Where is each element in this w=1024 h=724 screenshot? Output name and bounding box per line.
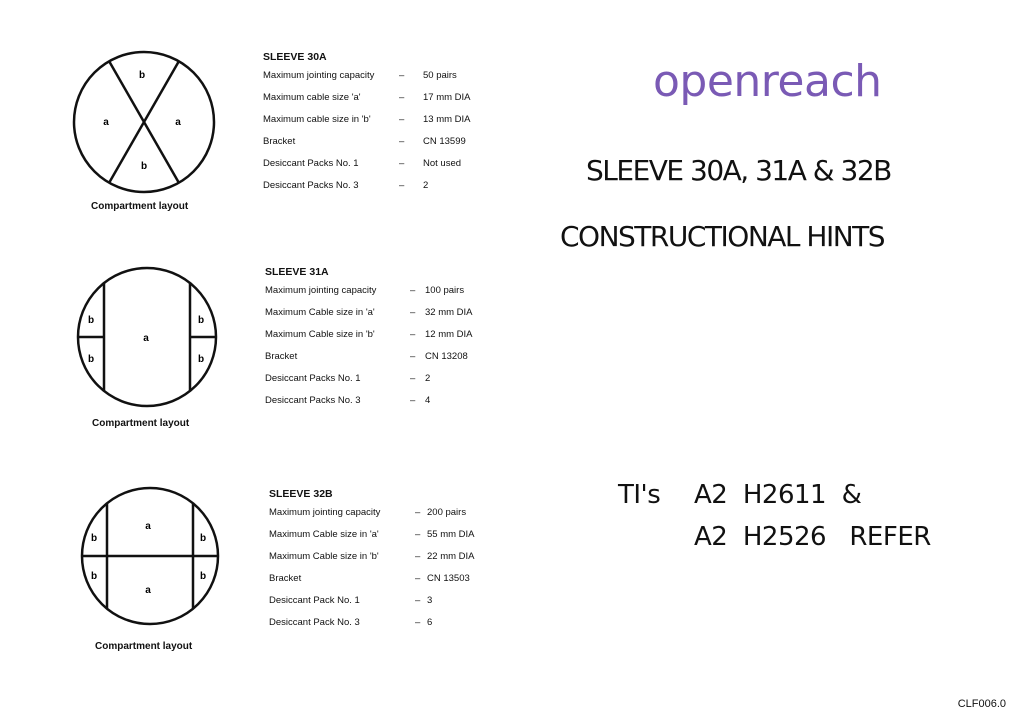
compartment-label-a-center: a xyxy=(143,333,149,344)
spec-value: 3 xyxy=(427,595,433,606)
spec-value: CN 13208 xyxy=(425,351,468,362)
compartment-diagram-32b xyxy=(78,484,222,628)
spec-row: Maximum jointing capacity – 50 pairs xyxy=(263,70,457,81)
compartment-label-b-bottom: b xyxy=(140,161,148,172)
document-subtitle: CONSTRUCTIONAL HINTS xyxy=(560,220,885,253)
spec-value: 2 xyxy=(425,373,431,384)
sleeve-32b-specs xyxy=(269,488,539,639)
spec-value: 50 pairs xyxy=(423,70,457,81)
spec-label: Desiccant Pack No. 1 xyxy=(269,595,360,606)
compartment-diagram-31a xyxy=(74,264,220,410)
compartment-diagram-30a xyxy=(70,48,218,196)
spec-label: Maximum cable size in 'b' xyxy=(263,114,371,125)
spec-label: Bracket xyxy=(263,136,296,147)
compartment-label-b-top: b xyxy=(138,70,146,81)
spec-value: 2 xyxy=(423,180,429,191)
spec-value: 6 xyxy=(427,617,433,628)
spec-label: Desiccant Pack No. 3 xyxy=(269,617,360,628)
sleeve-title: SLEEVE 30A xyxy=(263,51,327,63)
spec-value: CN 13503 xyxy=(427,573,470,584)
compartment-label-a-left: a xyxy=(103,117,109,128)
spec-value: 22 mm DIA xyxy=(427,551,475,562)
compartment-layout-caption-30a: Compartment layout xyxy=(91,201,189,212)
document-title: SLEEVE 30A, 31A & 32B xyxy=(586,154,891,187)
spec-label: Desiccant Packs No. 1 xyxy=(265,373,361,384)
spec-row: Maximum jointing capacity – 200 pairs xyxy=(269,507,467,518)
spec-label: Maximum jointing capacity xyxy=(263,70,375,81)
spec-value: 100 pairs xyxy=(425,285,465,296)
sleeve-title: SLEEVE 32B xyxy=(269,488,333,500)
compartment-label-b-bottom-right: b xyxy=(197,354,205,365)
spec-value: 12 mm DIA xyxy=(425,329,473,340)
spec-row: Maximum Cable size in 'b' – 22 mm DIA xyxy=(269,551,475,562)
spec-label: Maximum Cable size in 'b' xyxy=(265,329,375,340)
ti-reference-line-2: A2 H2526 REFER xyxy=(694,522,931,552)
spec-value: 55 mm DIA xyxy=(427,529,475,540)
spec-row: Desiccant Packs No. 3 – 4 xyxy=(265,395,431,406)
spec-row: Desiccant Pack No. 1 – 3 xyxy=(269,595,433,606)
spec-row: Maximum jointing capacity – 100 pairs xyxy=(265,285,465,296)
spec-row: Desiccant Packs No. 3 – 2 xyxy=(263,180,429,191)
spec-row: Bracket – CN 13208 xyxy=(265,351,468,362)
document-reference: CLF006.0 xyxy=(957,698,1006,710)
ti-reference-line-1: A2 H2611 & xyxy=(694,480,862,510)
openreach-logo: openreach xyxy=(653,56,882,107)
spec-row: Desiccant Packs No. 1 – Not used xyxy=(263,158,462,169)
spec-label: Desiccant Packs No. 3 xyxy=(265,395,361,406)
compartment-layout-caption-32b: Compartment layout xyxy=(95,641,193,652)
spec-label: Maximum cable size 'a' xyxy=(263,92,361,103)
spec-row: Desiccant Packs No. 1 – 2 xyxy=(265,373,431,384)
spec-label: Desiccant Packs No. 3 xyxy=(263,180,359,191)
compartment-label-b-bottom-right: b xyxy=(199,571,207,582)
spec-label: Desiccant Packs No. 1 xyxy=(263,158,359,169)
compartment-label-b-bottom-left: b xyxy=(87,354,95,365)
ti-prefix: TI's xyxy=(618,480,661,510)
spec-value: CN 13599 xyxy=(423,136,466,147)
compartment-label-b-top-right: b xyxy=(199,533,207,544)
compartment-label-a-right: a xyxy=(175,117,181,128)
spec-label: Bracket xyxy=(265,351,298,362)
spec-label: Maximum jointing capacity xyxy=(265,285,377,296)
compartment-label-b-top-right: b xyxy=(197,315,205,326)
spec-row: Bracket – CN 13599 xyxy=(263,136,466,147)
spec-row: Maximum cable size 'a' – 17 mm DIA xyxy=(263,92,471,103)
sleeve-title: SLEEVE 31A xyxy=(265,266,329,278)
spec-label: Maximum jointing capacity xyxy=(269,507,381,518)
spec-row: Maximum cable size in 'b' – 13 mm DIA xyxy=(263,114,471,125)
spec-value: 17 mm DIA xyxy=(423,92,471,103)
spec-row: Maximum Cable size in 'b' – 12 mm DIA xyxy=(265,329,473,340)
spec-value: Not used xyxy=(423,158,462,169)
spec-label: Bracket xyxy=(269,573,302,584)
spec-value: 13 mm DIA xyxy=(423,114,471,125)
sleeve-31a-specs xyxy=(265,266,535,417)
spec-value: 200 pairs xyxy=(427,507,467,518)
spec-value: 4 xyxy=(425,395,431,406)
spec-value: 32 mm DIA xyxy=(425,307,473,318)
spec-row: Desiccant Pack No. 3 – 6 xyxy=(269,617,433,628)
spec-label: Maximum Cable size in 'b' xyxy=(269,551,379,562)
sleeve-30a-specs xyxy=(263,51,533,202)
spec-row: Bracket – CN 13503 xyxy=(269,573,470,584)
compartment-label-b-top-left: b xyxy=(87,315,95,326)
compartment-label-a-bottom: a xyxy=(145,585,151,596)
spec-row: Maximum Cable size in 'a' – 55 mm DIA xyxy=(269,529,475,540)
compartment-label-a-top: a xyxy=(145,521,151,532)
spec-row: Maximum Cable size in 'a' – 32 mm DIA xyxy=(265,307,473,318)
compartment-label-b-top-left: b xyxy=(90,533,98,544)
compartment-label-b-bottom-left: b xyxy=(90,571,98,582)
spec-label: Maximum Cable size in 'a' xyxy=(269,529,379,540)
compartment-layout-caption-31a: Compartment layout xyxy=(92,418,190,429)
spec-label: Maximum Cable size in 'a' xyxy=(265,307,375,318)
